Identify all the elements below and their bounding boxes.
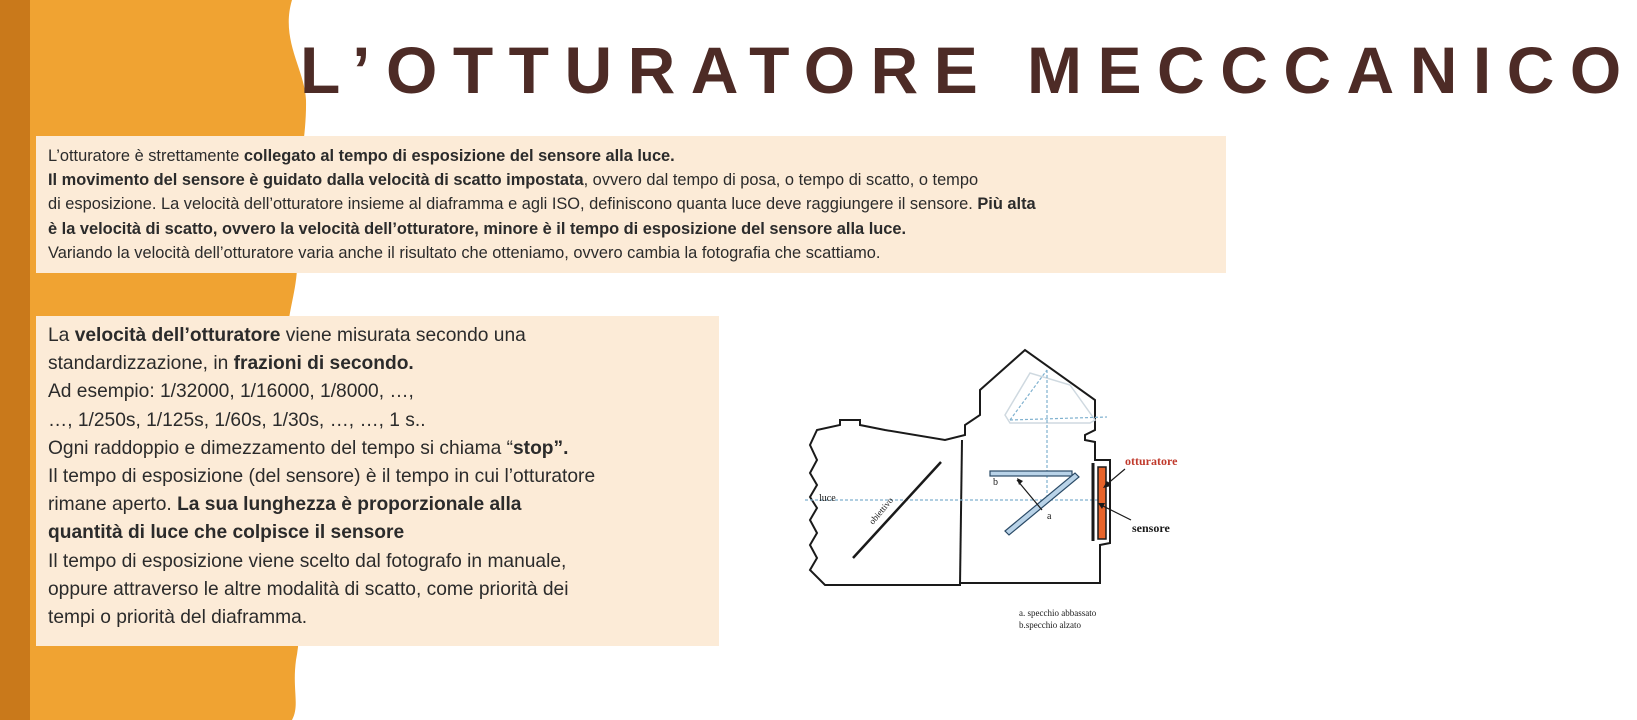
pentaprism-outline: [1005, 373, 1095, 423]
caption-mirror-lowered: a. specchio abbassato: [1019, 608, 1097, 618]
intro-text-segment: Il movimento del sensore è guidato dalla velocità di scatto impostata: [48, 171, 584, 190]
intro-text-segment: Più alta: [977, 195, 1036, 214]
arrow-otturatore: [1106, 469, 1125, 485]
speed-box-line: [48, 548, 707, 576]
speed-box-text-segment: La sua lunghezza è proporzionale alla: [177, 494, 522, 516]
speed-box-text-segment: Il tempo di esposizione viene scelto dal fotografo in manuale,: [48, 550, 567, 572]
intro-line: [48, 241, 1214, 265]
slr-camera-diagram: [805, 345, 1178, 635]
lens-line: [853, 462, 941, 558]
speed-box-text-segment: stop”.: [513, 437, 569, 459]
intro-text-segment: , ovvero dal tempo di posa, o tempo di scatto, o tempo: [583, 171, 979, 190]
speed-box-text-segment: frazioni di secondo.: [233, 353, 414, 375]
mirror-lowered: [1005, 473, 1079, 535]
speed-box-text-segment: …, 1/250s, 1/125s, 1/60s, 1/30s, …, …, 1 s..: [48, 409, 426, 431]
speed-box-text-segment: standardizzazione, in: [48, 353, 234, 375]
speed-box-text-segment: viene misurata secondo una: [280, 325, 526, 346]
label-sensore: sensore: [1132, 521, 1170, 535]
speed-box-text-segment: Il tempo di esposizione (del sensore) è il tempo in cui l’otturatore: [48, 466, 596, 488]
speed-box-line: [48, 463, 707, 491]
speed-box-text-segment: oppure attraverso le altre modalità di scatto, come priorità dei: [48, 578, 569, 600]
caption-mirror-raised: b.specchio alzato: [1019, 620, 1081, 630]
speed-box-text-segment: tempi o priorità del diaframma.: [48, 607, 308, 629]
intro-text-box: [36, 136, 1226, 273]
speed-box-line: [48, 519, 707, 547]
intro-line: [48, 168, 1214, 192]
slide-title: L’OTTURATORE MECCCANICO: [300, 33, 1637, 107]
intro-line: [48, 192, 1214, 216]
intro-text-segment: Variando la velocità dell’otturatore varia anche il risultato che otteniamo, ovvero cambia la fotografia che scattiamo.: [48, 243, 881, 262]
speed-box-line: [48, 576, 707, 604]
speed-box-line: [48, 407, 707, 435]
intro-text-segment: L’otturatore è strettamente: [48, 147, 244, 165]
speed-box-text-segment: rimane aperto.: [48, 494, 178, 516]
speed-box-line: [48, 491, 707, 519]
label-obiettivo: obiettivo: [866, 495, 896, 527]
speed-box-line: [48, 350, 707, 378]
label-otturatore: otturatore: [1125, 454, 1178, 468]
label-b: b: [993, 477, 998, 488]
speed-box-line: [48, 435, 707, 463]
label-a: a: [1047, 511, 1052, 522]
speed-box-text-segment: Ad esempio: 1/32000, 1/16000, 1/8000, …,: [48, 381, 414, 403]
light-path-eyepiece: [1010, 417, 1107, 420]
arrow-a-to-b: [1017, 480, 1042, 510]
intro-text-segment: collegato al tempo di esposizione del sensore alla luce.: [243, 147, 675, 165]
mirror-raised: [990, 471, 1072, 476]
light-path-prism: [1010, 370, 1047, 420]
intro-line: [48, 144, 1214, 168]
label-luce: luce: [819, 493, 836, 504]
speed-box-line: [48, 322, 707, 350]
speed-box-text-segment: La: [48, 325, 75, 346]
intro-text-segment: è la velocità di scatto, ovvero la velocità dell’otturatore, minore è il tempo di esposizione del sensore alla luce.: [48, 219, 907, 238]
intro-text-segment: di esposizione. La velocità dell’otturatore insieme al diaframma e agli ISO, definiscono quanta luce deve raggiungere il sensore.: [48, 195, 978, 214]
lens-chamber-wall: [960, 440, 962, 585]
intro-line: [48, 217, 1214, 241]
speed-box-text-segment: quantità di luce che colpisce il sensore: [48, 522, 405, 544]
speed-box-text-segment: Ogni raddoppio e dimezzamento del tempo si chiama “: [48, 437, 514, 459]
speed-box-text-segment: velocità dell’otturatore: [74, 325, 281, 346]
speed-box-line: [48, 378, 707, 406]
shutter-speed-text-box: [36, 316, 719, 646]
speed-box-line: [48, 604, 707, 632]
